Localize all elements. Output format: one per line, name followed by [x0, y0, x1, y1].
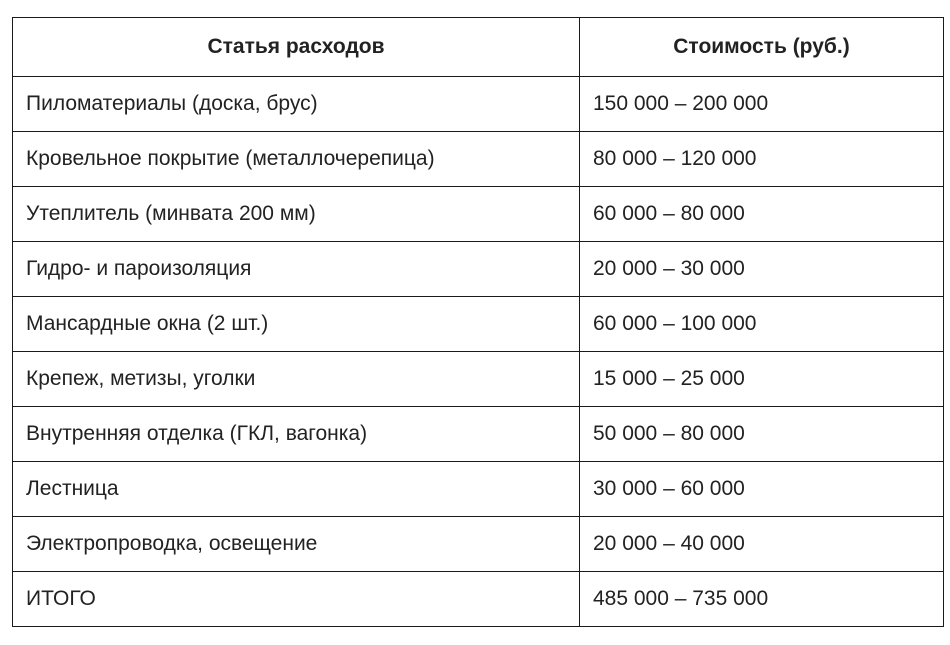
expense-item-cell: Пиломатериалы (доска, брус) — [13, 77, 580, 132]
cost-table — [12, 17, 944, 627]
header-expense-item: Статья расходов — [13, 18, 580, 77]
expense-item-cell: Электропроводка, освещение — [13, 517, 580, 572]
total-cost-cell: 485 000 – 735 000 — [580, 572, 944, 627]
expense-item-cell: Крепеж, метизы, уголки — [13, 352, 580, 407]
table-row — [13, 407, 944, 462]
cost-cell: 150 000 – 200 000 — [580, 77, 944, 132]
total-label-cell: ИТОГО — [13, 572, 580, 627]
expense-item-cell: Гидро- и пароизоляция — [13, 242, 580, 297]
table-row — [13, 242, 944, 297]
table-row — [13, 132, 944, 187]
cost-cell: 60 000 – 100 000 — [580, 297, 944, 352]
cost-cell: 80 000 – 120 000 — [580, 132, 944, 187]
cost-cell: 20 000 – 30 000 — [580, 242, 944, 297]
table-header-row — [13, 18, 944, 77]
cost-cell: 20 000 – 40 000 — [580, 517, 944, 572]
total-row — [13, 572, 944, 627]
table-row — [13, 352, 944, 407]
expense-item-cell: Мансардные окна (2 шт.) — [13, 297, 580, 352]
cost-cell: 60 000 – 80 000 — [580, 187, 944, 242]
cost-cell: 30 000 – 60 000 — [580, 462, 944, 517]
cost-cell: 50 000 – 80 000 — [580, 407, 944, 462]
header-cost: Стоимость (руб.) — [580, 18, 944, 77]
table-row — [13, 187, 944, 242]
table-row — [13, 77, 944, 132]
cost-cell: 15 000 – 25 000 — [580, 352, 944, 407]
table-row — [13, 517, 944, 572]
table-row — [13, 462, 944, 517]
expense-item-cell: Внутренняя отделка (ГКЛ, вагонка) — [13, 407, 580, 462]
table-row — [13, 297, 944, 352]
expense-item-cell: Кровельное покрытие (металлочерепица) — [13, 132, 580, 187]
expense-item-cell: Лестница — [13, 462, 580, 517]
expense-item-cell: Утеплитель (минвата 200 мм) — [13, 187, 580, 242]
